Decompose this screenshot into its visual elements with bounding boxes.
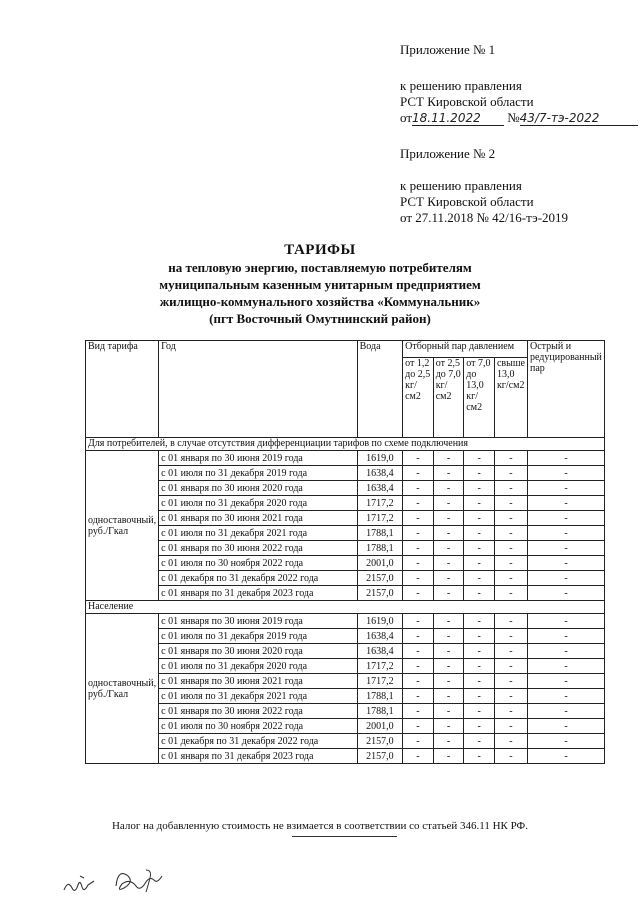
steam-3-cell: -	[464, 734, 495, 749]
col-header-p1: от 1,2 до 2,5 кг/см2	[403, 358, 434, 438]
steam-3-cell: -	[464, 556, 495, 571]
steam-4-cell: -	[494, 734, 527, 749]
col-header-vid: Вид тарифа	[86, 341, 159, 438]
water-tariff-cell: 2157,0	[357, 749, 402, 764]
table-row	[86, 556, 605, 571]
steam-2-cell: -	[433, 659, 464, 674]
steam-1-cell: -	[403, 629, 434, 644]
sharp-steam-cell: -	[528, 689, 605, 704]
sharp-steam-cell: -	[528, 749, 605, 764]
steam-1-cell: -	[403, 466, 434, 481]
section-header-row	[86, 601, 605, 614]
steam-3-cell: -	[464, 571, 495, 586]
period-cell: с 01 декабря по 31 декабря 2022 года	[159, 734, 358, 749]
appendix-1-title: Приложение № 1	[400, 42, 496, 57]
water-tariff-cell: 1717,2	[357, 511, 402, 526]
table-row	[86, 704, 605, 719]
steam-2-cell: -	[433, 734, 464, 749]
steam-1-cell: -	[403, 541, 434, 556]
appendix-1-line1: к решению правления	[400, 78, 522, 93]
col-header-p2: от 2,5 до 7,0 кг/см2	[433, 358, 464, 438]
steam-3-cell: -	[464, 629, 495, 644]
steam-1-cell: -	[403, 734, 434, 749]
appendix-2-line2: РСТ Кировской области	[400, 194, 534, 209]
col-header-p3: от 7,0 до 13,0 кг/см2	[464, 358, 495, 438]
sharp-steam-cell: -	[528, 481, 605, 496]
period-cell: с 01 января по 30 июня 2019 года	[159, 451, 358, 466]
water-tariff-cell: 1638,4	[357, 629, 402, 644]
title-line-3: жилищно-коммунального хозяйства «Коммунальник»	[159, 294, 481, 309]
steam-1-cell: -	[403, 659, 434, 674]
appendix-1-number: 43/7-тэ-2022	[520, 111, 638, 126]
water-tariff-cell: 1619,0	[357, 451, 402, 466]
table-row	[86, 496, 605, 511]
steam-3-cell: -	[464, 526, 495, 541]
steam-4-cell: -	[494, 719, 527, 734]
steam-2-cell: -	[433, 526, 464, 541]
steam-4-cell: -	[494, 466, 527, 481]
title-line-4: (пгт Восточный Омутнинский район)	[209, 311, 431, 326]
sharp-steam-cell: -	[528, 571, 605, 586]
steam-4-cell: -	[494, 674, 527, 689]
table-row	[86, 629, 605, 644]
steam-3-cell: -	[464, 659, 495, 674]
steam-2-cell: -	[433, 749, 464, 764]
water-tariff-cell: 1638,4	[357, 644, 402, 659]
tariff-table-body	[86, 438, 605, 764]
period-cell: с 01 июля по 31 декабря 2020 года	[159, 659, 358, 674]
table-row	[86, 541, 605, 556]
sharp-steam-cell: -	[528, 644, 605, 659]
steam-4-cell: -	[494, 571, 527, 586]
steam-1-cell: -	[403, 496, 434, 511]
steam-3-cell: -	[464, 704, 495, 719]
steam-4-cell: -	[494, 614, 527, 629]
period-cell: с 01 июля по 31 декабря 2019 года	[159, 466, 358, 481]
table-row	[86, 674, 605, 689]
water-tariff-cell: 1788,1	[357, 704, 402, 719]
appendix-1-no-label: №	[507, 110, 520, 125]
table-row	[86, 614, 605, 629]
appendix-1-from: от	[400, 110, 413, 125]
table-row	[86, 644, 605, 659]
period-cell: с 01 января по 30 июня 2022 года	[159, 541, 358, 556]
steam-1-cell: -	[403, 704, 434, 719]
water-tariff-cell: 2001,0	[357, 719, 402, 734]
appendix-2-block	[400, 146, 495, 162]
tariff-type-cell: одноставочный, руб./Гкал	[86, 614, 159, 764]
sharp-steam-cell: -	[528, 586, 605, 601]
sharp-steam-cell: -	[528, 526, 605, 541]
steam-2-cell: -	[433, 496, 464, 511]
appendix-1-ref	[400, 78, 638, 126]
steam-4-cell: -	[494, 704, 527, 719]
steam-2-cell: -	[433, 719, 464, 734]
appendix-2-line1: к решению правления	[400, 178, 522, 193]
sharp-steam-cell: -	[528, 674, 605, 689]
period-cell: с 01 января по 30 июня 2021 года	[159, 674, 358, 689]
steam-3-cell: -	[464, 541, 495, 556]
appendix-1-date-line	[400, 110, 638, 126]
water-tariff-cell: 1717,2	[357, 496, 402, 511]
sharp-steam-cell: -	[528, 511, 605, 526]
steam-1-cell: -	[403, 511, 434, 526]
steam-1-cell: -	[403, 586, 434, 601]
water-tariff-cell: 1717,2	[357, 659, 402, 674]
table-row	[86, 689, 605, 704]
water-tariff-cell: 2157,0	[357, 734, 402, 749]
appendix-2-line3: от 27.11.2018 № 42/16-тэ-2019	[400, 210, 569, 225]
steam-2-cell: -	[433, 614, 464, 629]
divider-line	[292, 836, 397, 837]
period-cell: с 01 января по 30 июня 2020 года	[159, 481, 358, 496]
steam-3-cell: -	[464, 481, 495, 496]
period-cell: с 01 января по 31 декабря 2023 года	[159, 749, 358, 764]
table-row	[86, 586, 605, 601]
steam-4-cell: -	[494, 541, 527, 556]
steam-2-cell: -	[433, 451, 464, 466]
sharp-steam-cell: -	[528, 719, 605, 734]
period-cell: с 01 января по 30 июня 2019 года	[159, 614, 358, 629]
sharp-steam-cell: -	[528, 451, 605, 466]
steam-4-cell: -	[494, 526, 527, 541]
period-cell: с 01 января по 30 июня 2021 года	[159, 511, 358, 526]
steam-4-cell: -	[494, 749, 527, 764]
steam-3-cell: -	[464, 719, 495, 734]
steam-2-cell: -	[433, 674, 464, 689]
period-cell: с 01 июля по 31 декабря 2019 года	[159, 629, 358, 644]
steam-4-cell: -	[494, 496, 527, 511]
appendix-1-block	[400, 42, 495, 58]
appendix-1-date: 18.11.2022	[412, 111, 504, 126]
col-header-p4: свыше 13,0 кг/см2	[494, 358, 527, 438]
sharp-steam-cell: -	[528, 734, 605, 749]
col-header-sharp-steam: Острый и редуцированный пар	[528, 341, 605, 438]
period-cell: с 01 января по 30 июня 2022 года	[159, 704, 358, 719]
steam-3-cell: -	[464, 466, 495, 481]
water-tariff-cell: 1788,1	[357, 689, 402, 704]
sharp-steam-cell: -	[528, 541, 605, 556]
document-title	[0, 242, 640, 327]
title-line-2: муниципальным казенным унитарным предприятием	[159, 277, 481, 292]
table-row	[86, 659, 605, 674]
steam-3-cell: -	[464, 644, 495, 659]
table-row	[86, 511, 605, 526]
tariff-type-cell: одноставочный, руб./Гкал	[86, 451, 159, 601]
steam-1-cell: -	[403, 481, 434, 496]
table-row	[86, 466, 605, 481]
steam-3-cell: -	[464, 496, 495, 511]
steam-2-cell: -	[433, 704, 464, 719]
section-header-row	[86, 438, 605, 451]
period-cell: с 01 июля по 31 декабря 2021 года	[159, 526, 358, 541]
steam-2-cell: -	[433, 511, 464, 526]
steam-3-cell: -	[464, 511, 495, 526]
steam-4-cell: -	[494, 659, 527, 674]
vat-footnote: Налог на добавленную стоимость не взимается в соответствии со статьей 346.11 НК РФ.	[111, 820, 529, 832]
water-tariff-cell: 2001,0	[357, 556, 402, 571]
steam-4-cell: -	[494, 451, 527, 466]
period-cell: с 01 января по 30 июня 2020 года	[159, 644, 358, 659]
steam-4-cell: -	[494, 481, 527, 496]
steam-1-cell: -	[403, 689, 434, 704]
sharp-steam-cell: -	[528, 704, 605, 719]
steam-3-cell: -	[464, 689, 495, 704]
steam-4-cell: -	[494, 689, 527, 704]
table-row	[86, 719, 605, 734]
steam-4-cell: -	[494, 629, 527, 644]
steam-4-cell: -	[494, 644, 527, 659]
table-row	[86, 734, 605, 749]
steam-1-cell: -	[403, 719, 434, 734]
sharp-steam-cell: -	[528, 556, 605, 571]
water-tariff-cell: 1638,4	[357, 481, 402, 496]
sharp-steam-cell: -	[528, 614, 605, 629]
period-cell: с 01 июля по 30 ноября 2022 года	[159, 719, 358, 734]
tariff-table	[85, 340, 605, 764]
table-row	[86, 749, 605, 764]
steam-1-cell: -	[403, 571, 434, 586]
sharp-steam-cell: -	[528, 466, 605, 481]
period-cell: с 01 июля по 31 декабря 2020 года	[159, 496, 358, 511]
steam-2-cell: -	[433, 556, 464, 571]
appendix-1-line2: РСТ Кировской области	[400, 94, 534, 109]
steam-2-cell: -	[433, 466, 464, 481]
steam-1-cell: -	[403, 614, 434, 629]
steam-2-cell: -	[433, 629, 464, 644]
sharp-steam-cell: -	[528, 659, 605, 674]
steam-2-cell: -	[433, 541, 464, 556]
period-cell: с 01 декабря по 31 декабря 2022 года	[159, 571, 358, 586]
table-row	[86, 451, 605, 466]
period-cell: с 01 июля по 30 ноября 2022 года	[159, 556, 358, 571]
steam-2-cell: -	[433, 481, 464, 496]
signature-icon	[60, 862, 190, 905]
water-tariff-cell: 1717,2	[357, 674, 402, 689]
steam-2-cell: -	[433, 644, 464, 659]
title-line-1: на тепловую энергию, поставляемую потребителям	[168, 260, 472, 275]
steam-4-cell: -	[494, 556, 527, 571]
sharp-steam-cell: -	[528, 629, 605, 644]
section-title: Для потребителей, в случае отсутствия дифференциации тарифов по схеме подключения	[86, 438, 605, 451]
period-cell: с 01 июля по 31 декабря 2021 года	[159, 689, 358, 704]
col-header-water: Вода	[357, 341, 402, 438]
steam-2-cell: -	[433, 689, 464, 704]
steam-1-cell: -	[403, 644, 434, 659]
water-tariff-cell: 2157,0	[357, 586, 402, 601]
steam-1-cell: -	[403, 526, 434, 541]
sharp-steam-cell: -	[528, 496, 605, 511]
table-row	[86, 526, 605, 541]
steam-1-cell: -	[403, 556, 434, 571]
water-tariff-cell: 1638,4	[357, 466, 402, 481]
steam-1-cell: -	[403, 674, 434, 689]
steam-3-cell: -	[464, 749, 495, 764]
table-row	[86, 571, 605, 586]
steam-3-cell: -	[464, 614, 495, 629]
steam-1-cell: -	[403, 749, 434, 764]
steam-3-cell: -	[464, 674, 495, 689]
steam-3-cell: -	[464, 586, 495, 601]
steam-4-cell: -	[494, 586, 527, 601]
water-tariff-cell: 2157,0	[357, 571, 402, 586]
steam-2-cell: -	[433, 571, 464, 586]
title-main: ТАРИФЫ	[284, 242, 356, 258]
steam-2-cell: -	[433, 586, 464, 601]
steam-3-cell: -	[464, 451, 495, 466]
col-header-period: Год	[159, 341, 358, 438]
col-header-steam-group: Отборный пар давлением	[403, 341, 528, 358]
water-tariff-cell: 1619,0	[357, 614, 402, 629]
section-title: Население	[86, 601, 605, 614]
period-cell: с 01 января по 31 декабря 2023 года	[159, 586, 358, 601]
water-tariff-cell: 1788,1	[357, 541, 402, 556]
appendix-2-ref	[400, 178, 568, 226]
steam-1-cell: -	[403, 451, 434, 466]
appendix-2-title: Приложение № 2	[400, 146, 496, 161]
table-row	[86, 481, 605, 496]
water-tariff-cell: 1788,1	[357, 526, 402, 541]
steam-4-cell: -	[494, 511, 527, 526]
